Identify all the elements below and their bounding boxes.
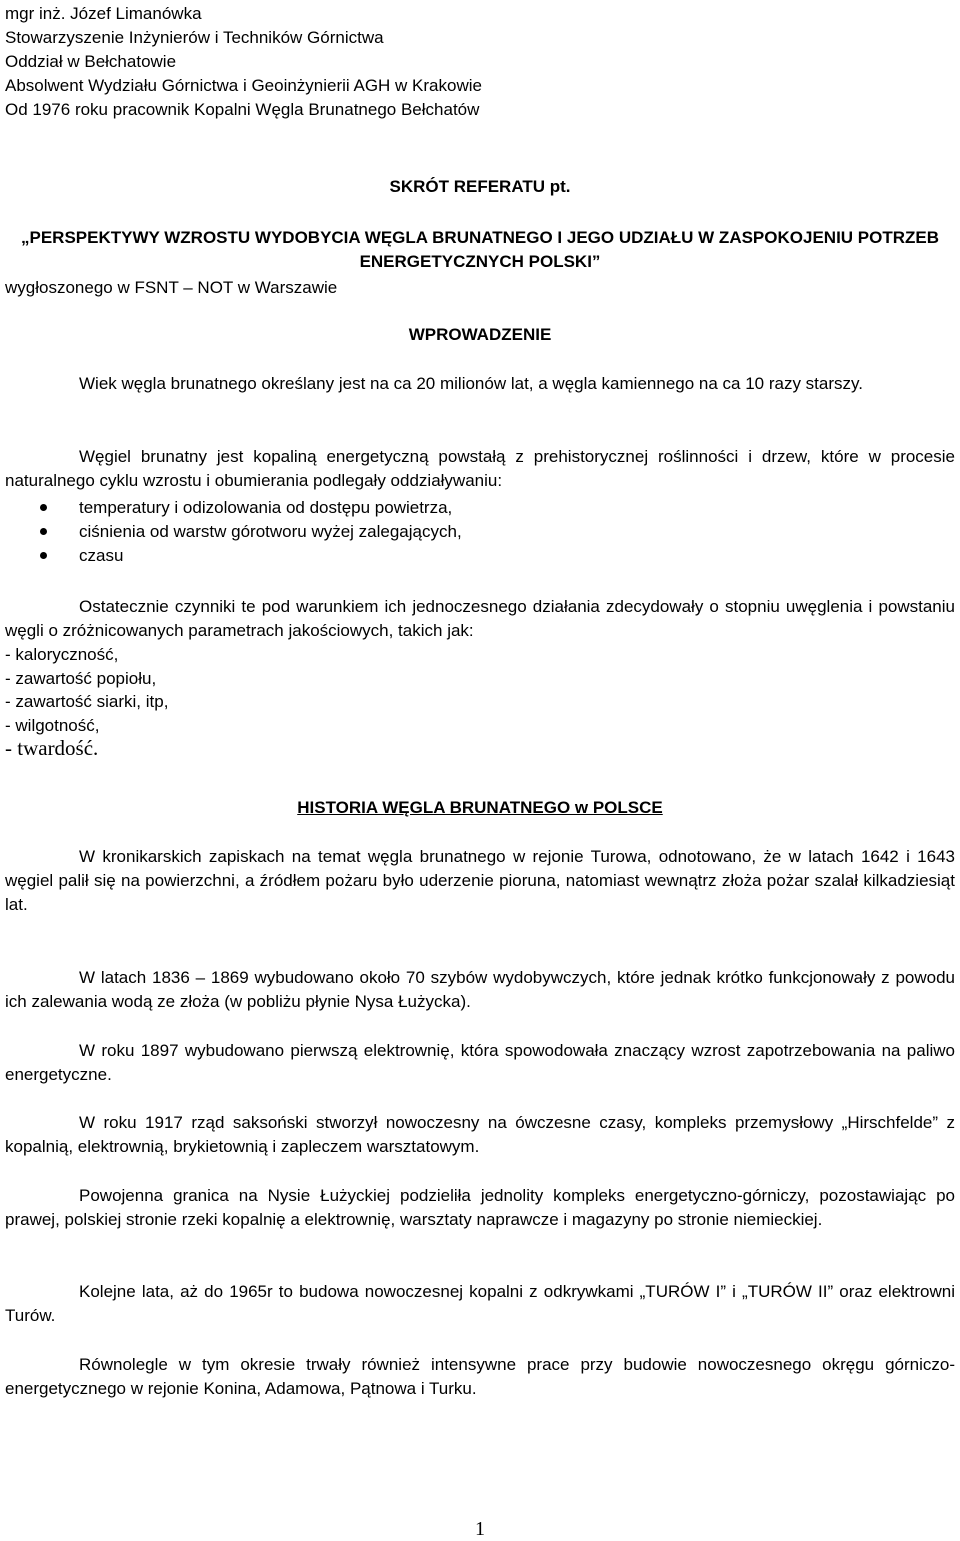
list-item: - zawartość siarki, itp, (5, 692, 169, 711)
list-item: - kaloryczność, (5, 645, 119, 664)
history-paragraph-3: W roku 1897 wybudowano pierwszą elektrownię, która spowodowała znaczący wzrost zapotrzebowania na paliwo energetyczne. (5, 1041, 955, 1084)
summary-heading: SKRÓT REFERATU pt. (389, 177, 571, 196)
factor-list (5, 496, 955, 568)
parameter-list (5, 643, 955, 761)
history-paragraph-4: W roku 1917 rząd saksoński stworzył nowoczesny na ówczesne czasy, kompleks przemysłowy „Hirschfelde” z kopalnią, elektrownią, brykietownią i zapleczem warsztatowym. (5, 1113, 955, 1156)
document-title: „PERSPEKTYWY WZROSTU WYDOBYCIA WĘGLA BRUNATNEGO I JEGO UDZIAŁU W ZASPOKOJENIU POTRZEB ENERGETYCZNYCH POLSKI” (20, 228, 940, 271)
author-name: mgr inż. Józef Limanówka (5, 4, 202, 23)
intro-heading: WPROWADZENIE (408, 325, 552, 344)
list-item: czasu (5, 544, 955, 568)
author-block (5, 2, 482, 122)
history-heading: HISTORIA WĘGLA BRUNATNEGO w POLSCE (297, 798, 663, 817)
list-item: temperatury i odizolowania od dostępu powietrza, (5, 496, 955, 520)
history-paragraph-7: Równolegle w tym okresie trwały również intensywne prace przy budowie nowoczesnego okręgu górniczo-energetycznego w rejonie Konina, Adamowa, Pątnowa i Turku. (5, 1355, 955, 1398)
intro-paragraph-2: Węgiel brunatny jest kopaliną energetyczną powstałą z prehistorycznej roślinności i drzew, które w procesie naturalnego cyklu wzrostu i obumierania podlegały oddziaływaniu: (5, 447, 955, 490)
author-association: Stowarzyszenie Inżynierów i Techników Górnictwa (5, 28, 384, 47)
history-paragraph-2: W latach 1836 – 1869 wybudowano około 70 szybów wydobywczych, które jednak krótko funkcjonowały z powodu ich zalewania wodą ze złoża (w pobliżu płynie Nysa Łużycka). (5, 968, 955, 1011)
author-branch: Oddział w Bełchatowie (5, 52, 177, 71)
list-item: ciśnienia od warstw górotworu wyżej zalegających, (5, 520, 955, 544)
author-education: Absolwent Wydziału Górnictwa i Geoinżynierii AGH w Krakowie (5, 76, 482, 95)
history-paragraph-6: Kolejne lata, aż do 1965r to budowa nowoczesnej kopalni z odkrywkami „TURÓW I” i „TURÓW II” oraz elektrowni Turów. (5, 1282, 955, 1325)
author-employment: Od 1976 roku pracownik Kopalni Węgla Brunatnego Bełchatów (5, 100, 480, 119)
intro-paragraph-3: Ostatecznie czynniki te pod warunkiem ich jednoczesnego działania zdecydowały o stopniu uwęglenia i powstaniu węgli o zróżnicowanych parametrach jakościowych, takich jak: (5, 597, 955, 640)
list-item: - zawartość popiołu, (5, 668, 157, 688)
history-paragraph-1: W kronikarskich zapiskach na temat węgla brunatnego w rejonie Turowa, odnotowano, że w latach 1642 i 1643 węgiel palił się na powierzchni, a źródłem pożaru było uderzenie pioruna, natomiast wewnątrz złoża pożar szalał kilkadziesiąt lat. (5, 847, 955, 914)
delivered-note: wygłoszonego w FSNT – NOT w Warszawie (5, 278, 338, 297)
list-item: - twardość. (5, 736, 99, 760)
intro-paragraph-1: Wiek węgla brunatnego określany jest na ca 20 milionów lat, a węgla kamiennego na ca 10 razy starszy. (79, 374, 863, 393)
history-paragraph-5: Powojenna granica na Nysie Łużyckiej podzieliła jednolity kompleks energetyczno-górniczy, pozostawiając po prawej, polskiej stronie rzeki kopalnię a elektrownię, warsztaty naprawcze i magazyny po stronie niemieckiej. (5, 1186, 955, 1229)
page-number: 1 (475, 1518, 485, 1540)
list-item: - wilgotność, (5, 715, 100, 735)
